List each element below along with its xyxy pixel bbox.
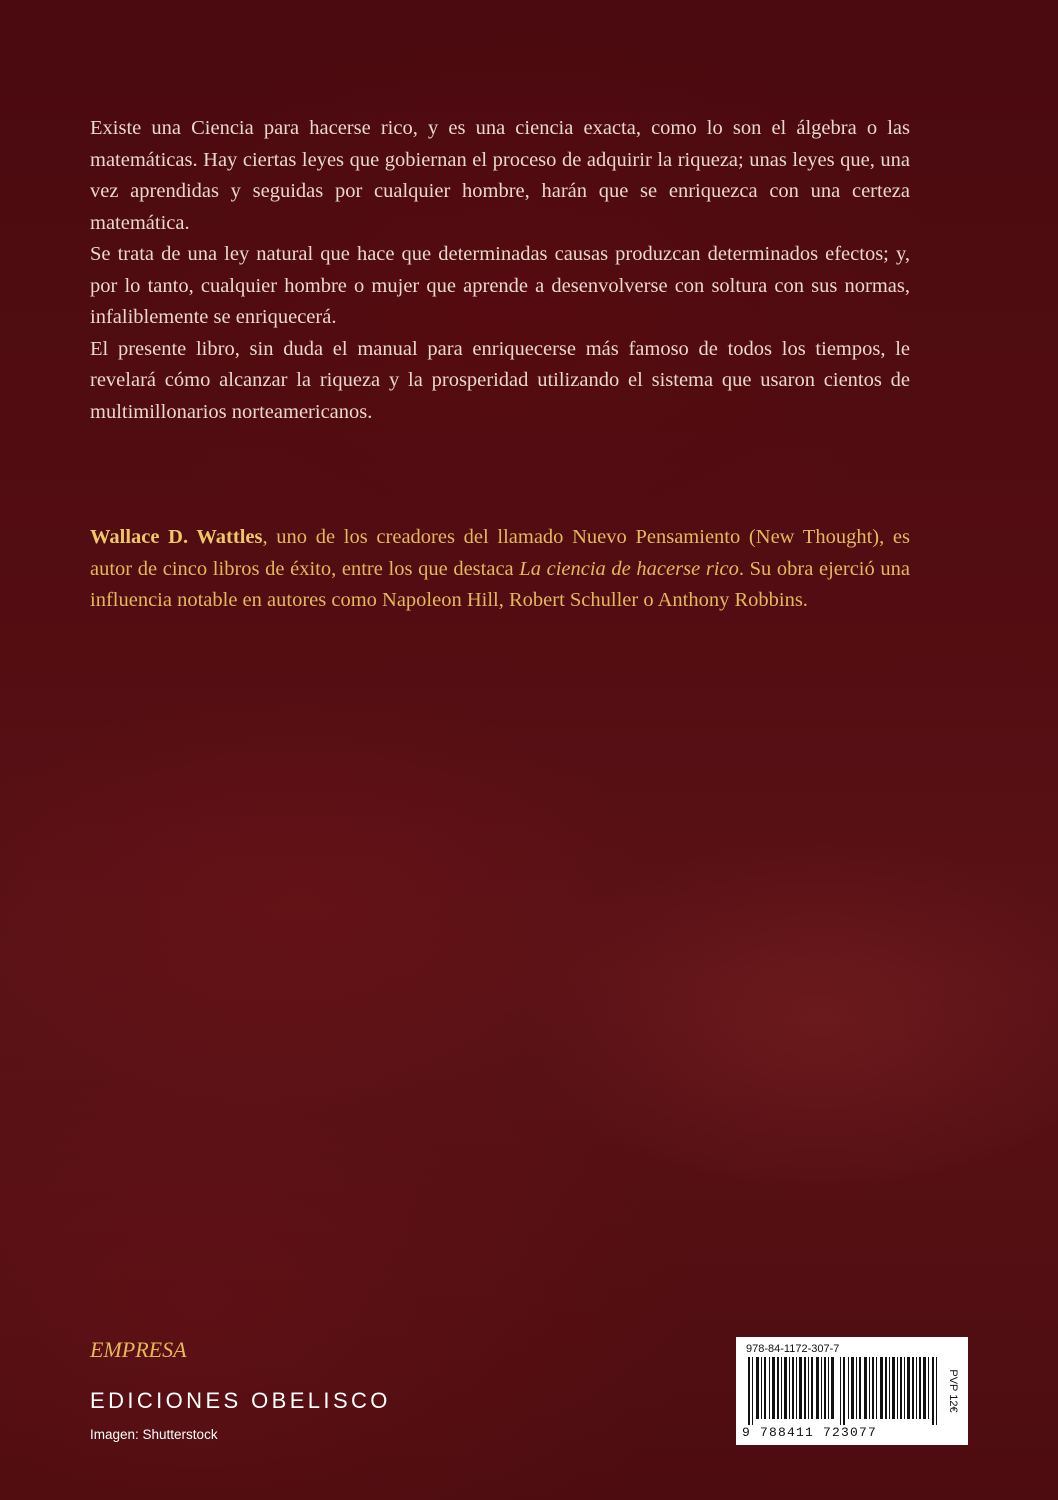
price-label: [944, 1345, 962, 1437]
author-bio-text-2: . Su obra ejerció una influencia notable en autores como Napoleon Hill, Robert Schuller o Anthony Robbins.: [90, 557, 910, 611]
author-name: Wallace D. Wattles: [90, 526, 263, 548]
image-credit: Imagen: Shutterstock: [90, 1427, 218, 1442]
barcode-digits: 9 788411 723077: [742, 1425, 878, 1440]
price-text: PVP 12€: [947, 1369, 959, 1413]
book-title: La ciencia de hacerse rico: [519, 557, 739, 580]
book-blurb: [90, 113, 910, 428]
author-bio-text-1: , uno de los creadores del llamado Nuevo Pensamiento (New Thought), es autor de cinco libros de éxito, entre los que destaca: [90, 526, 910, 580]
author-bio: [90, 522, 910, 617]
blurb-paragraph-2: Se trata de una ley natural que hace que determinadas causas produzcan determinados efectos; y, por lo tanto, cualquier hombre o mujer que aprende a desenvolverse con soltura con sus normas, infaliblemente se enriquecerá.: [90, 243, 910, 328]
barcode-icon: [746, 1357, 942, 1425]
publisher-name: EDICIONES OBELISCO: [90, 1388, 391, 1413]
category-label: EMPRESA: [90, 1337, 187, 1362]
blurb-paragraph-1: Existe una Ciencia para hacerse rico, y es una ciencia exacta, como lo son el álgebra o las matemáticas. Hay ciertas leyes que gobiernan el proceso de adquirir la riqueza; unas leyes que, una vez aprendidas y seguidas por cualquier hombre, harán que se enriquezca con una certeza matemática.: [90, 117, 910, 234]
blurb-paragraph-3: El presente libro, sin duda el manual para enriquecerse más famoso de todos los tiempos, le revelará cómo alcanzar la riqueza y la prosperidad utilizando el sistema que usaron cientos de multimillonarios norteamericanos.: [90, 337, 910, 423]
barcode-label: [736, 1337, 968, 1445]
isbn-number: 978-84-1172-307-7: [746, 1343, 840, 1355]
